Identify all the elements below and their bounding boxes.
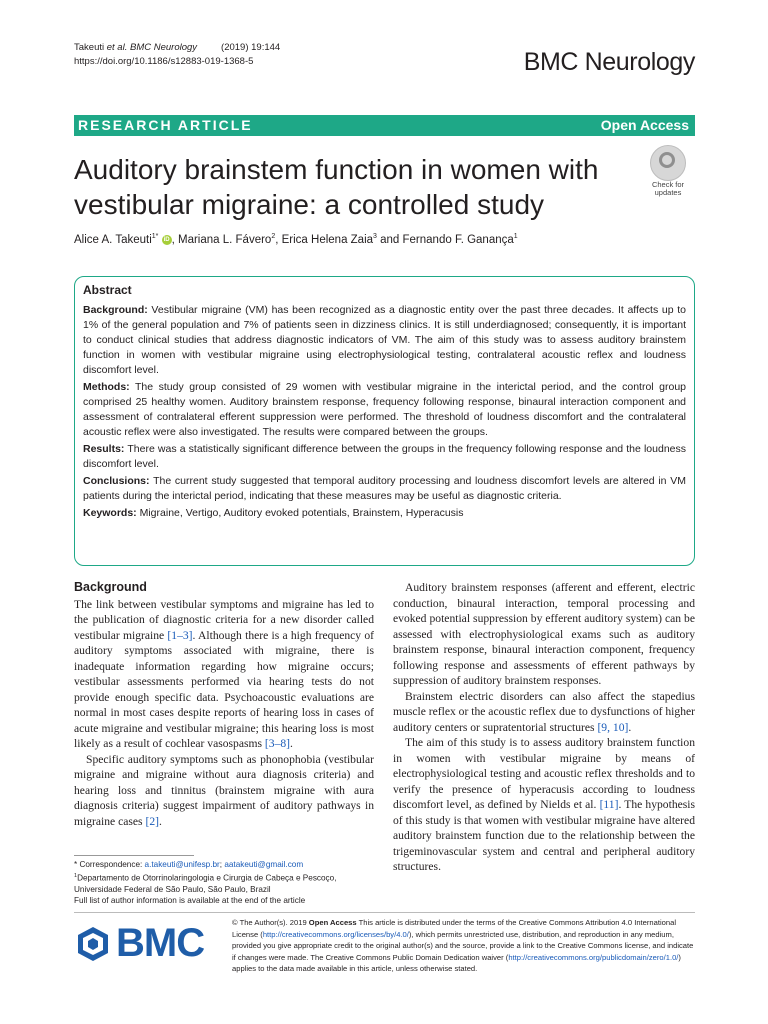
paragraph: Auditory brainstem responses (afferent and efferent, electric conduction, binaural interaction, temporal processing and evoked potential suppression by efferent auditory system) can be assessed with electrophysiological exams such as auditory brainstem response, binaural interaction component, frequency following response and assessments of efferent pathways by suppression of auditory brainstem responses.	[393, 581, 695, 687]
author-list	[74, 233, 518, 246]
bmc-logo-text: BMC	[116, 921, 205, 965]
affiliation-sup: 3	[373, 233, 377, 240]
paragraph: The link between vestibular symptoms and migraine has led to the publication of diagnostic criteria for a new disorder called vestibular migraine [1–3]. Although there is a high frequency of auditory symptoms associated with migraine, there is inadequate information regarding how migraine occurs; vestibular assessments performed via hearing tests do not provide enough specific data. Psychoacoustic evaluations are normal in most cases despite reports of hearing loss in cases of acute migraine and vestibular migraine; this hearing loss is most likely as a result of cochlear vasospasms [3–8].	[74, 597, 374, 750]
abstract-methods: Methods: The study group consisted of 29 women with vestibular migraine in the interictal period, and the control group comprised 25 healthy women. Auditory brainstem response, frequency following response, binaural interaction component and assessment of contralateral efferent suppression were performed. The threshold of loudness discomfort and the contralateral acoustic reflex were also investigated. The results were compared between the groups.	[83, 381, 686, 438]
author-name[interactable]: , Erica Helena Zaia	[275, 233, 374, 246]
footer-divider	[74, 912, 695, 913]
paragraph: The aim of this study is to assess auditory brainstem function in women with vestibular migraine by means of electrophysiological testing and acoustic reflex thresholds and to verify the presence of hyperacusis according to loudness discomfort level, as defined by Nields et al. [11]. The hypothesis of this study is that women with vestibular migraine have altered auditory brainstem function due to the relationship between the trigeminovascular system and central and peripheral auditory structures.	[393, 736, 696, 873]
section-heading: Background	[74, 580, 147, 594]
abstract-heading: Abstract	[83, 283, 132, 297]
doi-link[interactable]: https://doi.org/10.1186/s12883-019-1368-5	[74, 56, 254, 67]
email-link[interactable]: a.takeuti@unifesp.br	[144, 860, 220, 869]
author-name[interactable]: , Mariana L. Fávero	[171, 233, 272, 246]
abstract-conclusions: Conclusions: The current study suggested that temporal auditory processing and loudness discomfort levels are altered in VM patients during the interictal period, indicating that these measures may be useful as diagnostic criteria.	[83, 475, 686, 502]
abstract-box	[74, 276, 695, 566]
abstract-results: Results: There was a statistically significant difference between the groups in the frequency following response and the loudness discomfort level.	[83, 443, 686, 470]
abstract-keywords: Keywords: Migraine, Vertigo, Auditory evoked potentials, Brainstem, Hyperacusis	[83, 507, 464, 519]
affiliation: $^1$Departamento de Otorrinolaringologia e Cirurgia de Cabeça e Pescoço, Universidade Federal de São Paulo, São Paulo, Brazil	[74, 872, 337, 894]
license-link[interactable]: http://creativecommons.org/licenses/by/4.0/	[262, 929, 409, 939]
footnote-divider	[74, 855, 194, 856]
citation-link[interactable]: [11]	[599, 798, 619, 811]
abstract-background: Background: Vestibular migraine (VM) has been recognized as a diagnostic entity over the past three decades. It affects up to 1% of the general population and 7% of patients seen in dizziness clinics. It is still underdiagnosed; consequently, it is important to conduct clinical studies that address diagnostic indicators of VM. The aim of this study was to assess auditory brainstem function in women with vestibular migraine using electrophysiological testing, contralateral acoustic reflex and loudness discomfort level.	[83, 304, 686, 376]
paragraph: Brainstem electric disorders can also affect the stapedius muscle reflex or the acoustic reflex due to dysfunctions of higher auditory centers or supratentorial structures [9, 10].	[393, 689, 695, 734]
citation-year: (2019) 19:144	[221, 42, 281, 53]
footnotes	[74, 859, 374, 907]
email-link[interactable]: aatakeuti@gmail.com	[224, 860, 304, 869]
check-updates-icon	[650, 145, 686, 181]
citation-link[interactable]: [1–3]	[167, 628, 193, 642]
journal-title: BMC Neurology	[523, 48, 695, 76]
correspondence: * Correspondence: a.takeuti@unifesp.br; aatakeuti@gmail.com	[74, 860, 304, 869]
article-type-band	[74, 115, 695, 136]
affiliation-sup: 2	[271, 233, 276, 240]
orcid-icon[interactable]: iD	[163, 236, 170, 243]
running-header	[74, 41, 280, 69]
citation-link[interactable]: [2]	[145, 814, 159, 828]
bmc-logo-icon	[74, 925, 112, 963]
body-column-left	[74, 580, 374, 829]
paragraph: Specific auditory symptoms such as phonophobia (vestibular migraine and migraine without aura diagnosis criteria) and hearing loss and tinnitus (brainstem migraine with aura diagnosis criteria) suggest impairment of auditory pathways in migraine cases [2].	[74, 752, 374, 828]
license-text: © The Author(s). 2019 Open Access This article is distributed under the terms of the Creative Commons Attribution 4.0 International License (http://creativecommons.org/licenses/by/4.0/), which permits unrestricted use, distribution, and reproduction in any medium, provided you give appropriate credit to the original author(s) and the source, provide a link to the Creative Commons license, and indicate if changes were made. The Creative Commons Public Domain Dedication waiver (http://creativecommons.org/publicdomain/zero/1.0/) applies to the data made available in this article, unless otherwise stated.	[232, 918, 694, 973]
citation-link[interactable]: [3–8]	[264, 737, 291, 750]
citation-journal: et al. BMC Neurology	[106, 42, 198, 53]
check-for-updates-button[interactable]	[643, 145, 693, 203]
public-domain-link[interactable]: http://creativecommons.org/publicdomain/zero/1.0/	[508, 952, 679, 962]
bmc-logo	[74, 922, 224, 964]
body-column-right	[393, 580, 695, 875]
check-updates-label: Check for updates	[651, 180, 685, 197]
article-title: Auditory brainstem function in women with vestibular migraine: a controlled study	[74, 154, 599, 220]
author-name[interactable]: and Fernando F. Ganança	[376, 233, 514, 246]
citation-link[interactable]: [9, 10]	[597, 720, 629, 734]
article-type: RESEARCH ARTICLE	[78, 117, 253, 133]
full-list-note: Full list of author information is available at the end of the article	[74, 896, 306, 906]
citation-author: Takeuti	[74, 42, 107, 53]
affiliation-sup: 1	[513, 233, 518, 240]
open-access-label: Open Access	[600, 117, 689, 133]
author-name[interactable]: Alice A. Takeuti	[74, 233, 152, 246]
affiliation-sup: 1*	[151, 233, 159, 240]
